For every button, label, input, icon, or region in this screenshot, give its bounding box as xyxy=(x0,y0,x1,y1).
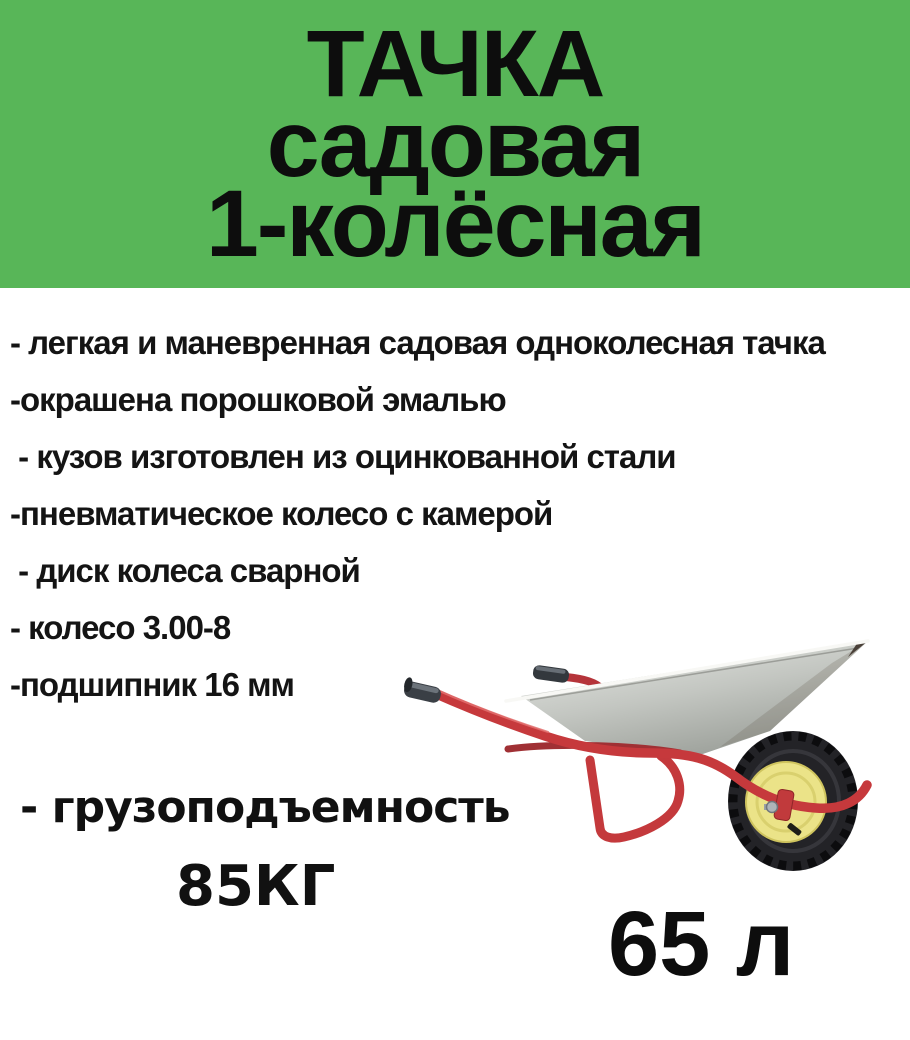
feature-item: - кузов изготовлен из оцинкованной стали xyxy=(10,438,676,475)
title-line-1: ТАЧКА xyxy=(306,11,604,117)
wheelbarrow-image xyxy=(380,625,910,895)
feature-item: - диск колеса сварной xyxy=(10,552,360,589)
capacity-value: 85КГ xyxy=(176,854,336,919)
title-line-2: садовая xyxy=(266,91,644,197)
feature-item: - легкая и маневренная садовая одноколесная тачка xyxy=(10,324,825,361)
feature-item: - колесо 3.00-8 xyxy=(10,609,231,646)
feature-item: -подшипник 16 мм xyxy=(10,666,294,703)
near-handle-grip xyxy=(403,677,443,705)
feature-item: -окрашена порошковой эмалью xyxy=(10,381,506,418)
capacity-label: - грузоподъемность xyxy=(20,782,510,833)
leg-stand xyxy=(590,756,680,838)
feature-item: -пневматическое колесо с камерой xyxy=(10,495,553,532)
header-band xyxy=(0,0,910,288)
title-line-3: 1-колёсная xyxy=(205,171,705,277)
volume-value: 65 л xyxy=(608,893,795,995)
